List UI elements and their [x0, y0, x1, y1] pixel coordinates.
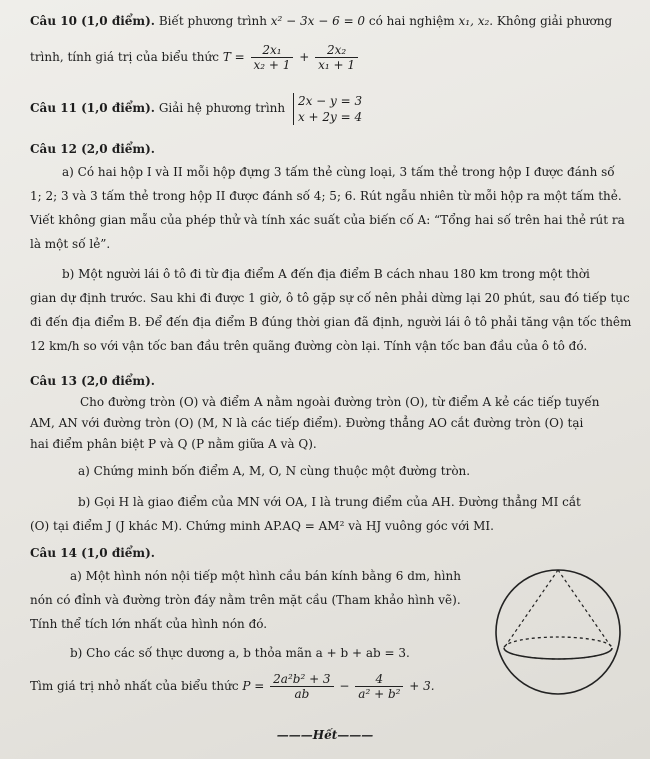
q12-b-line: b) Một người lái ô tô đi từ địa điểm A đến địa điểm B cách nhau 180 km trong một thời	[62, 267, 590, 281]
question-14-b: b) Cho các số thực dương a, b thỏa mãn a + b + ab = 3.	[70, 646, 410, 660]
question-10-line1	[30, 12, 612, 30]
q10-f1-den: x₂ + 1	[253, 58, 291, 72]
q10-text4: trình, tính giá trị của biểu thức	[30, 50, 219, 64]
q12-a-line: là một số lẻ”.	[30, 237, 111, 251]
q10-f1-num: 2x₁	[251, 43, 294, 58]
q12-a-line: 1; 2; 3 và 3 tấm thẻ trong hộp II được đánh số 4; 5; 6. Rút ngẫu nhiên từ mỗi hộp ra một tấm thẻ.	[30, 189, 622, 203]
question-10-head: Câu 10 (1,0 điểm).	[30, 14, 155, 28]
question-12-head: Câu 12 (2,0 điểm).	[30, 142, 155, 156]
q13-line: Cho đường tròn (O) và điểm A nằm ngoài đường tròn (O), từ điểm A kẻ các tiếp tuyến	[80, 395, 600, 409]
q11-text: Giải hệ phương trình	[158, 101, 286, 115]
q10-text2: có hai nghiệm	[368, 14, 455, 28]
question-13-head: Câu 13 (2,0 điểm).	[30, 374, 155, 388]
q14-tail: + 3.	[409, 679, 435, 693]
q11-eq1: 2x − y = 3	[297, 93, 363, 108]
q10-fraction-2	[315, 43, 358, 72]
q13-line: AM, AN với đường tròn (O) (M, N là các tiếp điểm). Đường thẳng AO cắt đường tròn (O) tại	[30, 416, 584, 430]
q14-minus: −	[339, 679, 350, 693]
question-13-body	[30, 392, 600, 455]
question-14-head: Câu 14 (1,0 điểm).	[30, 546, 155, 560]
q10-text3: . Không giải phương	[489, 14, 613, 28]
question-14-a	[30, 564, 461, 636]
q12-a-line: a) Có hai hộp I và II mỗi hộp đựng 3 tấm thẻ cùng loại, 3 tấm thẻ trong hộp I được đánh số	[62, 165, 615, 179]
q14-p1-den: ab	[294, 687, 310, 701]
q10-f2-num: 2x₂	[315, 43, 358, 58]
cone-slant-left	[504, 570, 558, 648]
end-marker: ———Hết———	[276, 728, 374, 742]
q12-b-line: 12 km/h so với vận tốc ban đầu trên quãng đường còn lại. Tính vận tốc ban đầu của ô tô đó.	[30, 339, 588, 353]
question-10-line2	[30, 42, 360, 72]
q10-roots: x₁, x₂	[458, 14, 490, 28]
q14-a-line: a) Một hình nón nội tiếp một hình cầu bán kính bằng 6 dm, hình	[70, 569, 461, 583]
q14-a-line: nón có đỉnh và đường tròn đáy nằm trên mặt cầu (Tham khảo hình vẽ).	[30, 593, 461, 607]
q10-T: T =	[222, 50, 245, 64]
q10-f2-den: x₁ + 1	[318, 58, 356, 72]
q14-p2-den: a² + b²	[358, 687, 401, 701]
q14-c-text: Tìm giá trị nhỏ nhất của biểu thức	[30, 679, 239, 693]
question-13-b	[30, 490, 581, 538]
sphere-cone-figure	[492, 566, 624, 698]
q14-a-line: Tính thể tích lớn nhất của hình nón đó.	[30, 617, 268, 631]
q12-a-line: Viết không gian mẫu của phép thử và tính xác suất của biến cố A: “Tổng hai số trên hai thẻ rút ra	[30, 213, 625, 227]
question-11-head: Câu 11 (1,0 điểm).	[30, 101, 155, 115]
q14-fraction-1	[270, 672, 333, 701]
question-13-a: a) Chứng minh bốn điểm A, M, O, N cùng thuộc một đường tròn.	[78, 464, 471, 478]
cone-base-front	[504, 648, 612, 659]
q14-p2-num: 4	[355, 672, 403, 687]
q10-plus: +	[299, 50, 310, 64]
question-11	[30, 90, 362, 126]
q10-equation: x² − 3x − 6 = 0	[270, 14, 366, 28]
q14-fraction-2	[355, 672, 403, 701]
q12-b-line: đi đến địa điểm B. Để đến địa điểm B đúng thời gian đã định, người lái ô tô phải tăng vận tốc thêm	[30, 315, 632, 329]
sphere-outline	[496, 570, 620, 694]
q12-b-line: gian dự định trước. Sau khi đi được 1 giờ, ô tô gặp sự cố nên phải dừng lại 20 phút, sau đó tiếp tục	[30, 291, 630, 305]
q13-line: hai điểm phân biệt P và Q (P nằm giữa A và Q).	[30, 437, 317, 451]
q14-p1-num: 2a²b² + 3	[270, 672, 333, 687]
q13-b-line: (O) tại điểm J (J khác M). Chứng minh AP.AQ = AM² và HJ vuông góc với MI.	[30, 519, 494, 533]
q11-system	[293, 93, 362, 125]
question-12-a	[30, 160, 625, 256]
q10-fraction-1	[251, 43, 294, 72]
cone-slant-right	[558, 570, 612, 648]
question-14-expression	[30, 670, 435, 702]
q11-eq2: x + 2y = 4	[297, 109, 363, 124]
q13-b-line: b) Gọi H là giao điểm của MN với OA, I là trung điểm của AH. Đường thẳng MI cắt	[78, 495, 581, 509]
question-12-b	[30, 262, 631, 358]
q10-text1: Biết phương trình	[158, 14, 267, 28]
q14-P: P =	[242, 679, 265, 693]
